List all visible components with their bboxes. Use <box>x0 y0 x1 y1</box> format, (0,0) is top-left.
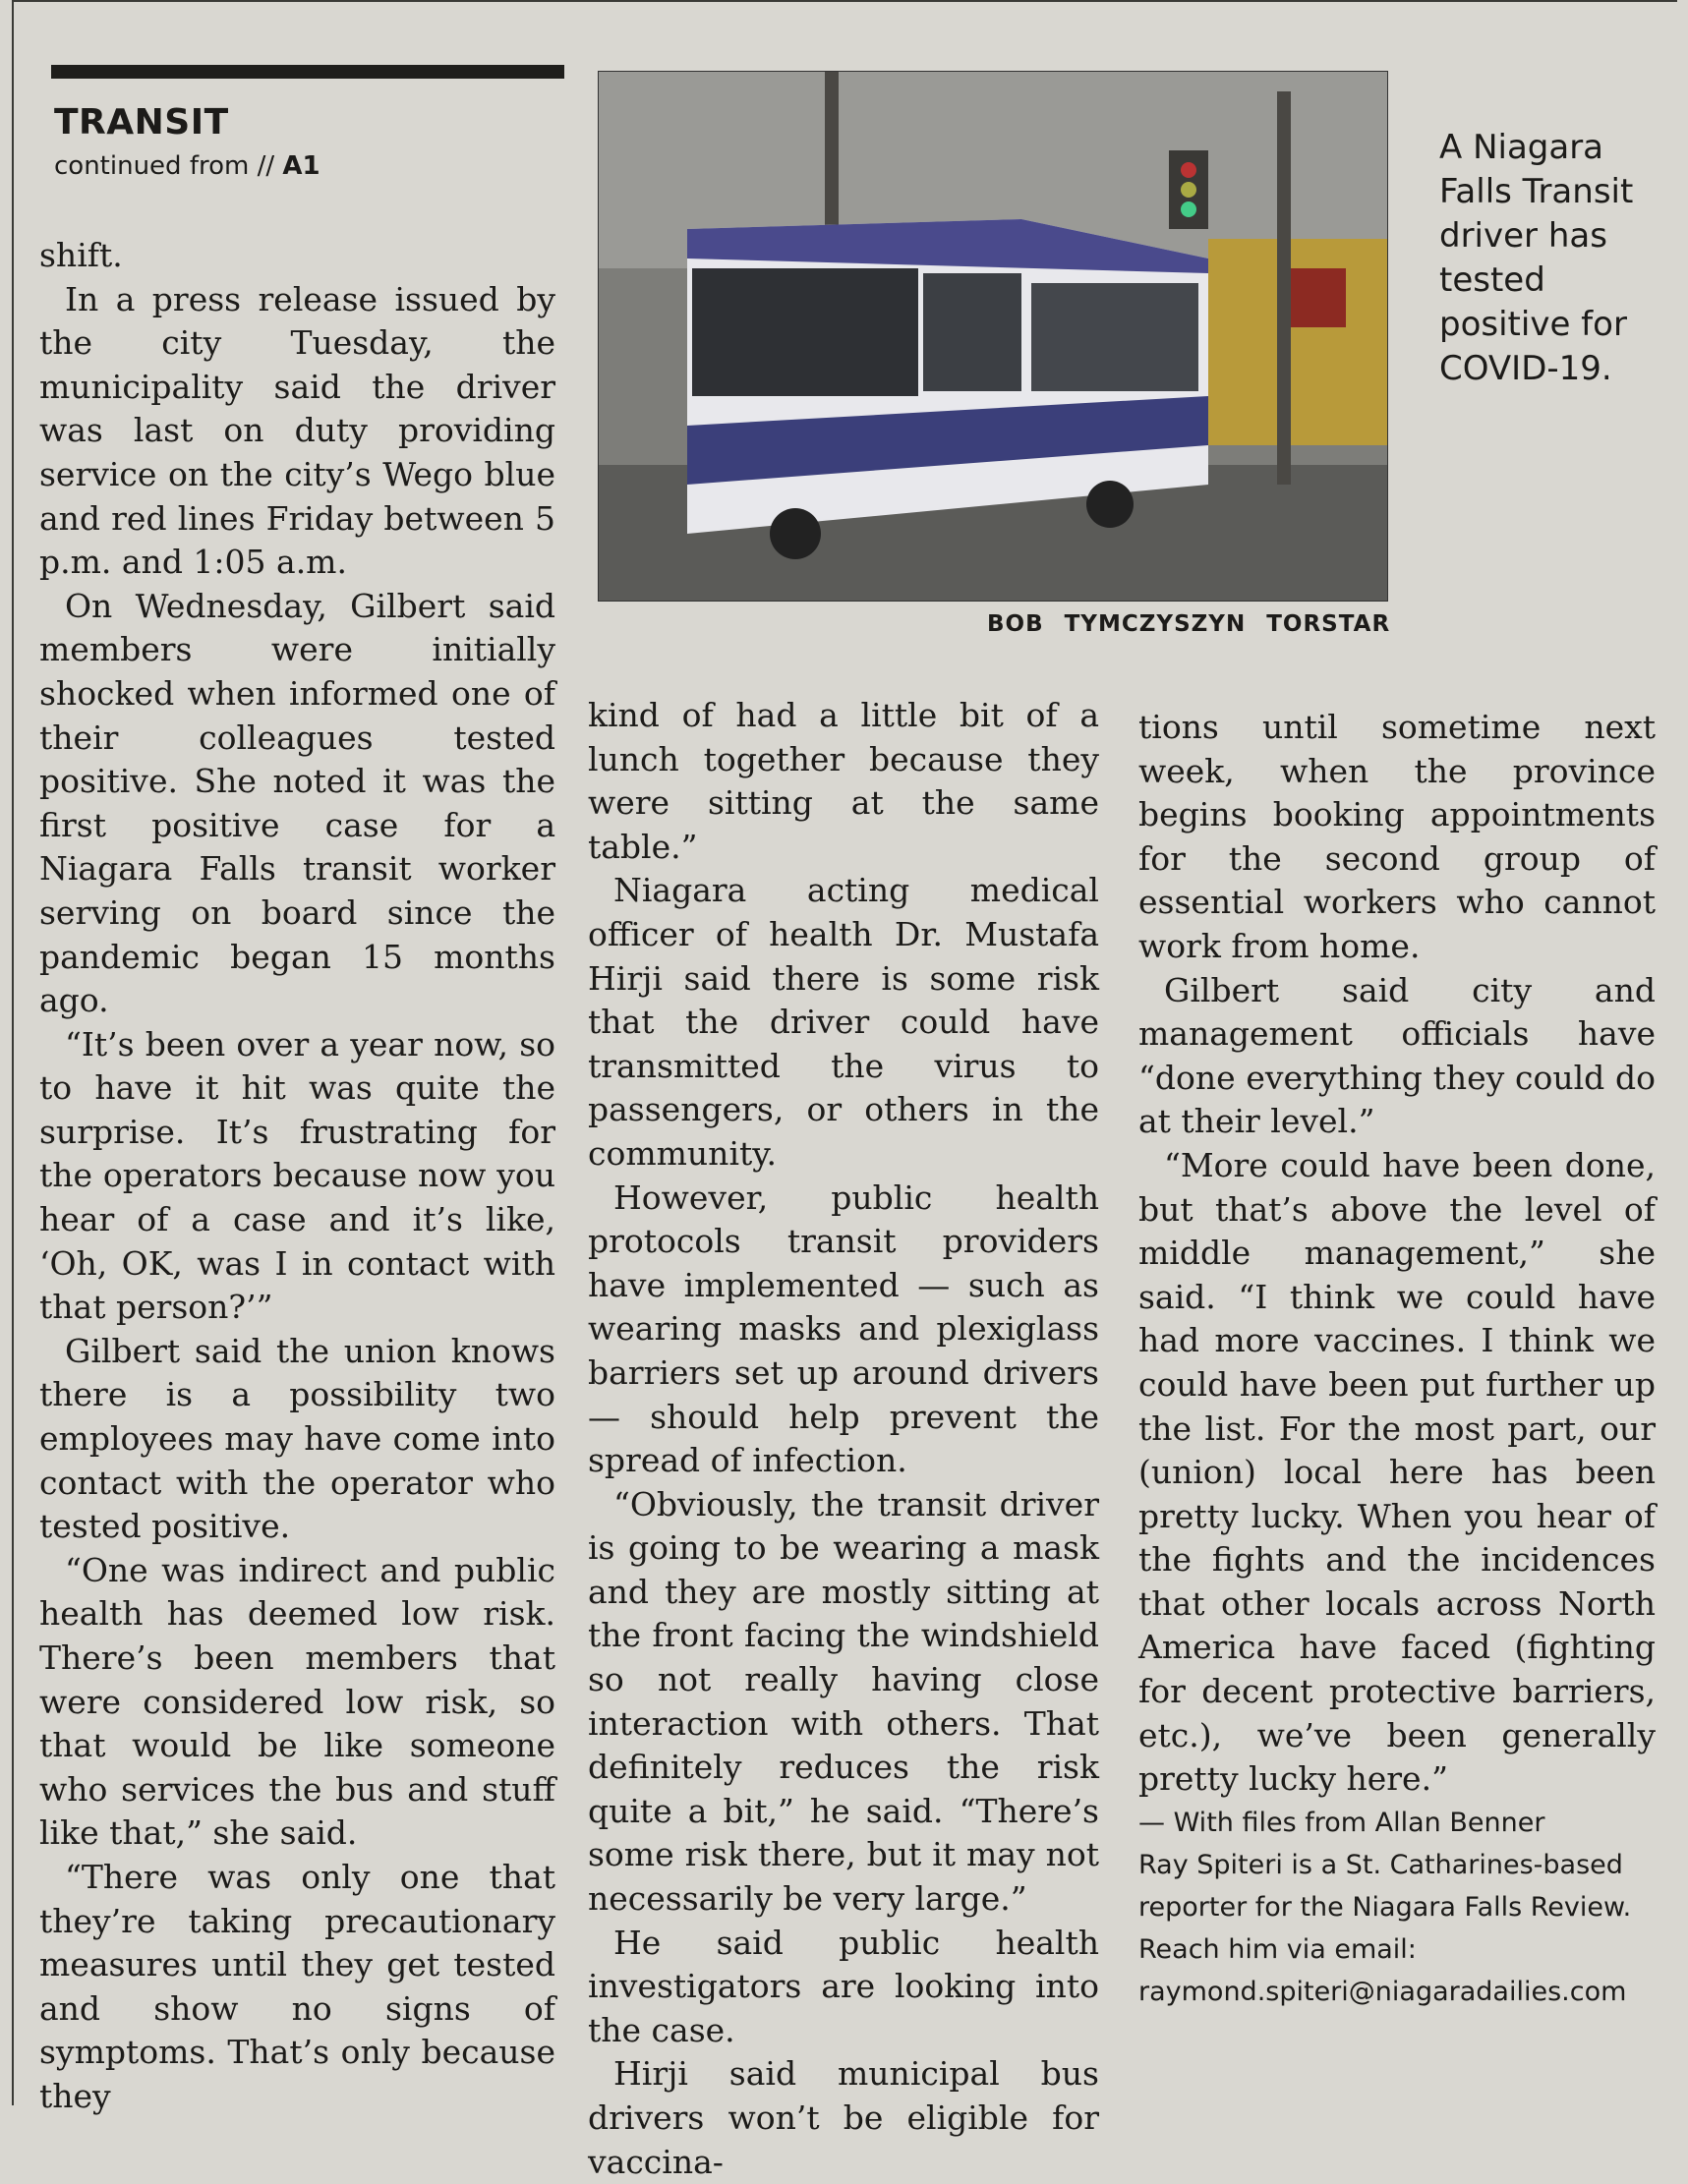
continued-page: A1 <box>282 151 320 181</box>
article-column-2 <box>588 694 1099 2184</box>
article-column-3 <box>1138 706 1656 2013</box>
paragraph: Gilbert said the union knows there is a possibility two employees may have come into contact with the operator who tested positive. <box>39 1331 555 1546</box>
article-column-1 <box>39 234 555 2119</box>
paragraph: In a press release issued by the city Tuesday, the municipality said the driver was last on duty providing service on the city’s Wego blue and red lines Friday between 5 p.m. and 1:05 a.m. <box>39 279 555 582</box>
continued-line <box>54 151 320 181</box>
paragraph: kind of had a little bit of a lunch together because they were sitting at the same table.” <box>588 696 1099 866</box>
paragraph: “More could have been done, but that’s above the level of middle management,” she said. “I think we could have had more vaccines. I think we could have been put further up the list. For the most part, our (union) local here has been pretty lucky. When you hear of the fights and the incidences that other locals across North America have faced (fighting for decent protective barriers, etc.), we’ve been generally pretty lucky here.” <box>1138 1145 1656 1799</box>
paragraph: shift. <box>39 236 123 274</box>
paragraph: Hirji said municipal bus drivers won’t be eligible for vaccina- <box>588 2054 1099 2181</box>
section-rule <box>51 65 564 79</box>
paragraph: Gilbert said city and management officials have “done everything they could do at their level.” <box>1138 970 1656 1141</box>
paragraph: tions until sometime next week, when the province begins booking appointments for the second group of essential workers who cannot work from home. <box>1138 708 1656 965</box>
bus-photo <box>598 71 1388 602</box>
continued-text: continued from // <box>54 151 275 181</box>
paragraph: Niagara acting medical officer of health Dr. Mustafa Hirji said there is some risk that the driver could have transmitted the virus to passengers, or others in the community. <box>588 871 1099 1173</box>
paragraph: “One was indirect and public health has deemed low risk. There’s been members that were considered low risk, so that would be like someone who services the bus and stuff like that,” she said. <box>39 1550 555 1853</box>
paragraph: However, public health protocols transit providers have implemented — such as wearing masks and plexiglass barriers set up around drivers — should help prevent the spread of infection. <box>588 1178 1099 1480</box>
paragraph: “It’s been over a year now, so to have it hit was quite the surprise. It’s frustrating for the operators because now you hear of a case and it’s like, ‘Oh, OK, was I in contact with that person?’” <box>39 1024 555 1327</box>
photo-credit: BOB TYMCZYSZYN TORSTAR <box>987 611 1391 637</box>
files-credit: — With files from Allan Benner <box>1138 1807 1545 1838</box>
author-bio: Ray Spiteri is a St. Catharines-based reporter for the Niagara Falls Review. Reach him via email: raymond.spiteri@niagaradailies.com <box>1138 1849 1632 2007</box>
paragraph: “There was only one that they’re taking precautionary measures until they get tested and show no signs of symptoms. That’s only because they <box>39 1857 555 2115</box>
paragraph: He said public health investigators are looking into the case. <box>588 1923 1099 2049</box>
section-label: TRANSIT <box>54 102 229 143</box>
paragraph: On Wednesday, Gilbert said members were initially shocked when informed one of their colleagues tested positive. She noted it was the first positive case for a Niagara Falls transit worker serving on board since the pandemic began 15 months ago. <box>39 586 555 1020</box>
photo-caption: A Niagara Falls Transit driver has tested positive for COVID-19. <box>1439 128 1634 388</box>
paragraph: “Obviously, the transit driver is going to be wearing a mask and they are mostly sitting at the front facing the windshield so not really having close interaction with others. That definitely reduces the risk quite a bit,” he said. “There’s some risk there, but it may not necessarily be very large.” <box>588 1484 1099 1919</box>
bus-illustration <box>599 72 1387 601</box>
